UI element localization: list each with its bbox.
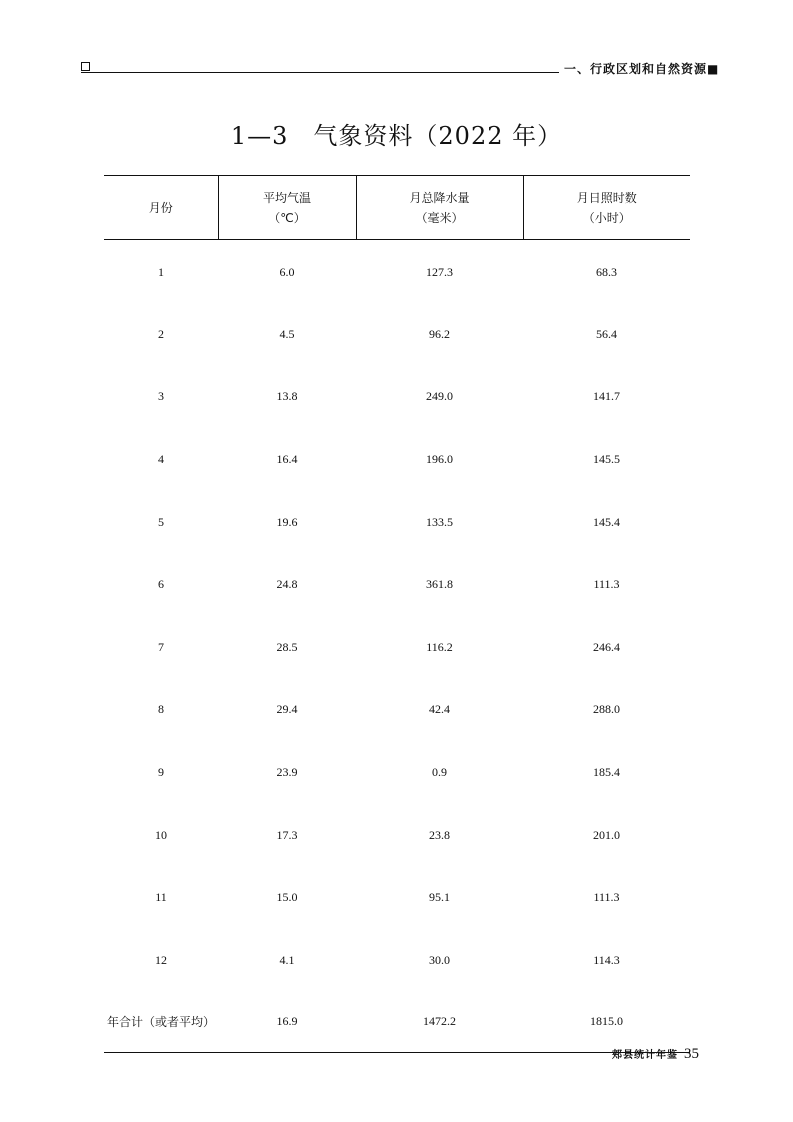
table-body (104, 240, 690, 1053)
cell-precipitation: 133.5 (426, 514, 453, 529)
column-header-unit: （小时） (582, 210, 631, 225)
cell-sunshine: 56.4 (596, 326, 617, 341)
cell-month: 5 (158, 514, 164, 529)
column-header-avg-temp (218, 176, 356, 240)
table-row (104, 804, 690, 867)
cell-avg-temp: 4.5 (279, 326, 295, 341)
table-row (104, 303, 690, 366)
cell-month: 4 (158, 451, 164, 466)
column-header-precipitation (356, 176, 523, 240)
cell-sunshine: 68.3 (596, 264, 617, 279)
page-number: 35 (684, 1046, 699, 1062)
column-header-unit: （℃） (268, 210, 306, 225)
cell-sunshine: 185.4 (593, 764, 620, 779)
column-header-unit: （毫米） (415, 210, 464, 225)
cell-month: 1 (158, 264, 164, 279)
table-row (104, 741, 690, 804)
cell-sunshine: 201.0 (593, 827, 620, 842)
cell-avg-temp: 29.4 (276, 702, 298, 717)
header-square-icon (81, 62, 90, 71)
cell-precipitation: 96.2 (429, 326, 450, 341)
cell-precipitation: 0.9 (432, 764, 447, 779)
cell-avg-temp: 17.3 (276, 827, 298, 842)
table-row (104, 491, 690, 554)
cell-precipitation: 116.2 (426, 639, 453, 654)
cell-avg-temp: 19.6 (276, 514, 298, 529)
cell-precipitation: 196.0 (426, 451, 453, 466)
column-header-month (104, 176, 218, 240)
cell-sunshine: 111.3 (593, 890, 620, 905)
cell-sunshine: 145.4 (593, 514, 620, 529)
table-row (104, 616, 690, 679)
cell-month: 9 (158, 764, 164, 779)
table-header-row (104, 176, 690, 240)
weather-table (104, 175, 690, 1053)
cell-sunshine: 145.5 (593, 451, 620, 466)
header-section-title: 一、行政区划和自然资源■ (564, 62, 720, 76)
cell-precipitation: 30.0 (429, 952, 450, 967)
cell-sunshine: 288.0 (593, 702, 620, 717)
cell-precipitation: 249.0 (426, 389, 453, 404)
cell-precipitation: 127.3 (426, 264, 453, 279)
cell-avg-temp: 6.0 (279, 264, 295, 279)
footer-book-title: 郏县统计年鉴 (612, 1050, 678, 1061)
cell-month: 3 (158, 389, 164, 404)
cell-avg-temp: 15.0 (276, 890, 298, 905)
table-row (104, 428, 690, 491)
cell-avg-temp: 23.9 (276, 764, 298, 779)
cell-avg-temp: 4.1 (279, 952, 295, 967)
cell-month: 12 (155, 952, 167, 967)
cell-precipitation: 42.4 (429, 702, 450, 717)
cell-sunshine: 141.7 (593, 389, 620, 404)
table-row (104, 866, 690, 929)
cell-avg-temp: 16.9 (218, 992, 356, 1053)
cell-avg-temp: 13.8 (276, 389, 298, 404)
cell-precipitation: 23.8 (429, 827, 450, 842)
cell-sunshine: 111.3 (593, 577, 620, 592)
table-row (104, 240, 690, 304)
cell-precipitation: 361.8 (426, 577, 453, 592)
cell-month: 8 (158, 702, 164, 717)
table-row (104, 553, 690, 616)
table-row (104, 366, 690, 429)
cell-avg-temp: 28.5 (276, 639, 298, 654)
column-header-label: 月日照时数 (576, 190, 637, 205)
cell-sunshine: 246.4 (593, 639, 620, 654)
cell-precipitation: 1472.2 (356, 992, 523, 1053)
column-header-label: 平均气温 (262, 190, 311, 205)
column-header-label: 月份 (148, 200, 173, 215)
table-row (104, 679, 690, 742)
header-rule (81, 72, 559, 73)
cell-sunshine: 114.3 (593, 952, 620, 967)
cell-month: 11 (155, 890, 167, 905)
cell-avg-temp: 24.8 (276, 577, 298, 592)
table-row (104, 929, 690, 992)
cell-month: 10 (155, 827, 167, 842)
cell-month: 2 (158, 326, 164, 341)
column-header-sunshine (523, 176, 690, 240)
cell-sunshine: 1815.0 (523, 992, 690, 1053)
cell-avg-temp: 16.4 (276, 451, 298, 466)
cell-month: 6 (158, 577, 164, 592)
table-total-row (104, 992, 690, 1053)
cell-month: 7 (158, 639, 164, 654)
cell-month: 年合计（或者平均） (104, 992, 218, 1053)
page-title: 1—3 气象资料（2022 年） (230, 122, 563, 150)
cell-precipitation: 95.1 (429, 890, 450, 905)
page-footer (612, 1043, 699, 1063)
column-header-label: 月总降水量 (409, 190, 470, 205)
